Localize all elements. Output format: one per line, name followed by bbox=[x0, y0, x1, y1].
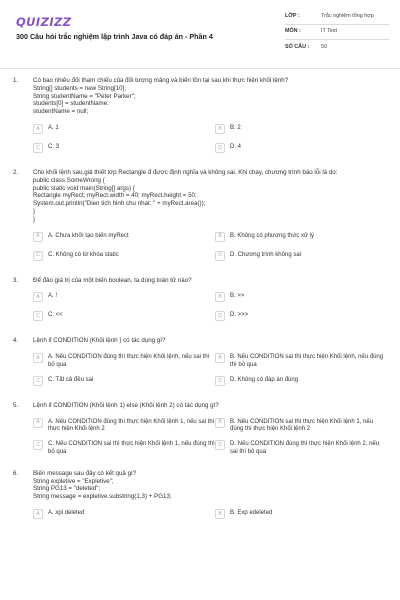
answer-options bbox=[33, 419, 386, 457]
question-item bbox=[0, 470, 400, 522]
question-line: Để đảo giá trị của một biến boolean, ta dùng toán tử nào? bbox=[33, 276, 192, 284]
meta-row-subject bbox=[285, 25, 389, 41]
answer-option[interactable] bbox=[33, 144, 215, 156]
answer-option[interactable] bbox=[33, 419, 215, 435]
question-text bbox=[33, 77, 386, 116]
option-letter-box: B bbox=[215, 124, 225, 134]
worksheet-meta bbox=[285, 9, 389, 56]
option-text: C. 3 bbox=[48, 143, 60, 150]
option-letter-box: C bbox=[33, 311, 43, 321]
question-text bbox=[33, 402, 386, 410]
question-text bbox=[33, 277, 386, 285]
option-text: D. >>> bbox=[230, 312, 249, 319]
answer-option[interactable] bbox=[33, 377, 215, 389]
option-text: C. Nếu CONDITION sai thì thực hiện Khối lệnh 1, nếu đúng thì bỏ qua bbox=[48, 441, 215, 455]
answer-option[interactable] bbox=[215, 125, 385, 137]
question-line: Lệnh if CONDITION (Khối lệnh ) có tác dụng gì? bbox=[33, 337, 166, 345]
option-letter-box: A bbox=[33, 418, 43, 428]
option-letter-box: A bbox=[33, 353, 43, 363]
answer-option[interactable] bbox=[215, 233, 385, 245]
option-letter-box: C bbox=[33, 143, 43, 153]
answer-options bbox=[33, 293, 386, 324]
question-number: 6. bbox=[13, 469, 19, 477]
question-number: 5. bbox=[13, 401, 19, 409]
option-text: B. >> bbox=[230, 293, 245, 300]
question-line: Có bao nhiêu đối tham chiếu của đối tượng mảng và biến tồn tại sau khi thực hiện khối lệnh? bbox=[33, 77, 289, 84]
option-text: C. << bbox=[48, 312, 63, 319]
option-text: D. 4 bbox=[230, 143, 242, 150]
option-letter-box: C bbox=[33, 251, 43, 261]
option-text: B. Nếu CONDITION sai thì thực hiện Khối lệnh 1, nếu đúng thì thực hiện Khối lệnh 2 bbox=[230, 418, 374, 433]
meta-key: SỐ CÂU : bbox=[285, 44, 310, 51]
header-divider bbox=[0, 68, 400, 69]
question-line: } bbox=[33, 207, 36, 215]
option-letter-box: C bbox=[33, 440, 43, 450]
option-letter-box: B bbox=[215, 292, 225, 302]
option-letter-box: B bbox=[215, 509, 225, 519]
question-item bbox=[0, 277, 400, 325]
question-number: 1. bbox=[13, 77, 19, 84]
option-text: D. Không có đáp án đúng bbox=[230, 376, 299, 383]
answer-option[interactable] bbox=[33, 354, 215, 370]
question-line: public static void main(String[] args) { bbox=[33, 184, 135, 192]
quizizz-logo: QUIZIZZ bbox=[16, 15, 72, 29]
answer-options bbox=[33, 510, 386, 522]
question-line: Biến message sau đây có kết quả gì? bbox=[33, 469, 137, 477]
meta-value: IT Test bbox=[321, 28, 337, 35]
answer-option[interactable] bbox=[33, 312, 215, 324]
answer-options bbox=[33, 125, 386, 156]
option-text: B. Nếu CONDITION sai thì thực hiện Khối lệnh, nếu đúng thì bỏ qua bbox=[230, 354, 384, 368]
option-text: C. Tất cả đều sai bbox=[48, 376, 94, 383]
option-letter-box: D bbox=[215, 143, 225, 153]
answer-option[interactable] bbox=[215, 144, 385, 156]
option-text: A. xpl deleted bbox=[48, 509, 85, 516]
option-text: D. Chương trình không sai bbox=[230, 251, 301, 258]
question-line: String PG13 = "deleted"; bbox=[33, 485, 101, 493]
answer-option[interactable] bbox=[215, 354, 385, 370]
option-text: C. Không có từ khóa static bbox=[48, 251, 119, 258]
question-line: String expletive = "Expletive"; bbox=[33, 477, 114, 485]
answer-option[interactable] bbox=[33, 252, 215, 264]
answer-option[interactable] bbox=[215, 377, 385, 389]
question-number: 3. bbox=[13, 276, 19, 284]
option-letter-box: D bbox=[215, 440, 225, 450]
answer-option[interactable] bbox=[215, 441, 385, 457]
option-letter-box: A bbox=[33, 292, 43, 302]
question-item bbox=[0, 169, 400, 264]
meta-key: MÔN : bbox=[285, 28, 301, 35]
question-text bbox=[33, 337, 386, 345]
question-line: String[] students = new String[10]; bbox=[33, 84, 127, 92]
option-text: A. 1 bbox=[48, 124, 59, 131]
worksheet-title: 300 Câu hỏi trắc nghiệm lập trình Java có đáp án - Phần 4 bbox=[16, 32, 213, 41]
option-text: B. Không có phương thức xử lý bbox=[230, 232, 315, 239]
question-number: 2. bbox=[13, 168, 19, 176]
answer-options bbox=[33, 233, 386, 264]
question-number: 4. bbox=[13, 337, 19, 345]
answer-option[interactable] bbox=[33, 125, 215, 137]
option-letter-box: A bbox=[33, 124, 43, 134]
answer-option[interactable] bbox=[33, 233, 215, 245]
question-line: Rectangle myRect; myRect.width = 40; myRect.height = 50; bbox=[33, 192, 197, 200]
answer-option[interactable] bbox=[33, 293, 215, 305]
worksheet-header bbox=[0, 0, 400, 64]
question-line: System.out.println("Dien tich hinh chu nhat: " + myRect.area()); bbox=[33, 200, 206, 208]
meta-key: LỚP : bbox=[285, 12, 300, 19]
option-letter-box: D bbox=[215, 251, 225, 261]
question-item bbox=[0, 77, 400, 156]
option-letter-box: C bbox=[33, 376, 43, 386]
answer-options bbox=[33, 354, 386, 389]
answer-option[interactable] bbox=[33, 510, 215, 522]
question-text bbox=[33, 169, 386, 224]
option-text: A. Nếu CONDITION đúng thì thực hiện Khối lệnh 1, nếu sai thì thực hiện Khối lệnh 2 bbox=[48, 418, 215, 433]
meta-row-count bbox=[285, 40, 389, 56]
answer-option[interactable] bbox=[215, 293, 385, 305]
answer-option[interactable] bbox=[215, 252, 385, 264]
question-line: String studentName = "Peter Parker"; bbox=[33, 92, 136, 100]
answer-option[interactable] bbox=[215, 510, 385, 522]
question-list bbox=[0, 77, 400, 535]
question-line: Lệnh if CONDITION (Khối lệnh 1) else (Khối lệnh 2) có tác dụng gì? bbox=[33, 401, 219, 409]
option-text: A. Chưa khởi tạo biến myRect bbox=[48, 232, 129, 239]
option-letter-box: D bbox=[215, 376, 225, 386]
option-text: B. Exp edeleted bbox=[230, 509, 273, 516]
answer-option[interactable] bbox=[33, 441, 215, 457]
question-line: studentName = null; bbox=[33, 108, 89, 116]
question-line: String message = expletive.substring(1,3) + PG13; bbox=[33, 493, 172, 501]
question-line: students[0] = studentName; bbox=[33, 100, 109, 108]
option-text: D. Nếu CONDITION đúng thì thực hiện Khối lệnh 2, nếu sai thì bỏ qua bbox=[230, 441, 380, 455]
option-text: A. ! bbox=[48, 293, 58, 300]
question-item bbox=[0, 402, 400, 457]
meta-row-class bbox=[285, 9, 389, 25]
option-text: A. Nếu CONDITION đúng thì thực hiện Khối lệnh, nếu sai thì bỏ qua bbox=[48, 354, 210, 368]
option-letter-box: D bbox=[215, 311, 225, 321]
answer-option[interactable] bbox=[215, 419, 385, 435]
answer-option[interactable] bbox=[215, 312, 385, 324]
option-letter-box: A bbox=[33, 509, 43, 519]
option-letter-box: B bbox=[215, 353, 225, 363]
option-text: B. 2 bbox=[230, 124, 241, 131]
meta-value: Trắc nghiệm tổng hợp bbox=[321, 12, 374, 19]
meta-value: 50 bbox=[321, 44, 327, 51]
question-line: Cho khối lệnh sau,giả thiết lớp Rectangle đ được định nghĩa và không sai. Khi chạy, chương trình báo lỗi là do: bbox=[33, 168, 338, 176]
question-line: public class SomeWrong { bbox=[33, 176, 105, 184]
question-item bbox=[0, 337, 400, 388]
option-letter-box: B bbox=[215, 232, 225, 242]
option-letter-box: A bbox=[33, 232, 43, 242]
option-letter-box: B bbox=[215, 418, 225, 428]
question-line: } bbox=[33, 215, 36, 223]
question-text bbox=[33, 470, 386, 501]
